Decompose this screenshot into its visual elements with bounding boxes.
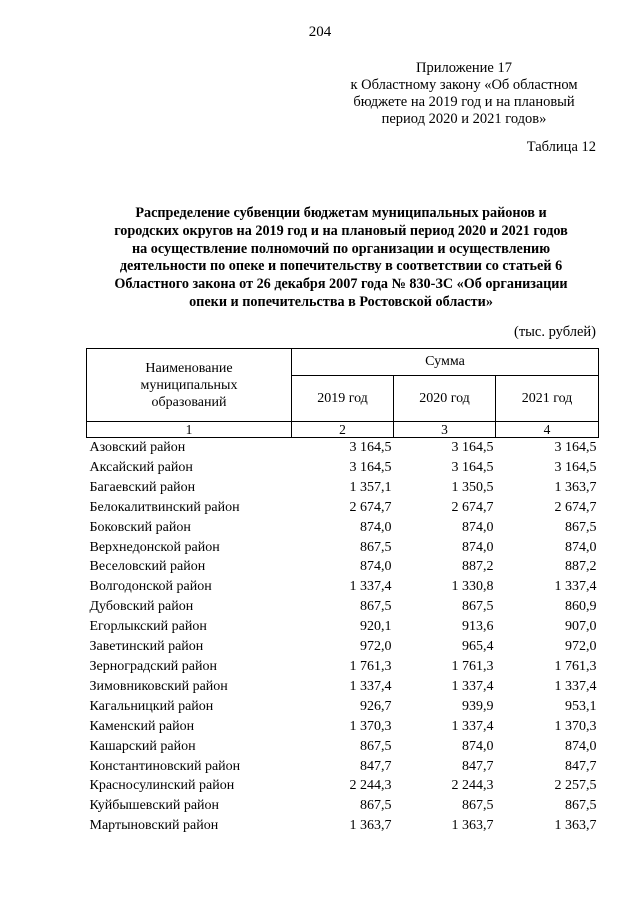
value-2020: 874,0	[462, 539, 494, 555]
value-2021: 953,1	[565, 698, 597, 714]
value-2020: 2 674,7	[451, 499, 494, 515]
municipality-name: Мартыновский район	[89, 818, 219, 834]
value-2020: 965,4	[462, 639, 494, 655]
value-2020: 1 330,8	[451, 579, 494, 595]
value-2021: 3 164,5	[554, 459, 597, 475]
appendix-reference	[330, 60, 598, 128]
table-row	[87, 757, 599, 777]
value-2021: 972,0	[565, 639, 597, 655]
table-row	[87, 677, 599, 697]
value-2021: 847,7	[565, 758, 597, 774]
page-number: 204	[308, 24, 332, 40]
value-2021: 867,5	[565, 798, 597, 814]
value-2019: 867,5	[360, 738, 392, 754]
value-2019: 926,7	[360, 698, 392, 714]
value-2021: 2 674,7	[554, 499, 597, 515]
municipality-name: Зерноградский район	[89, 658, 217, 674]
value-2019: 1 370,3	[349, 718, 392, 734]
value-2020: 1 350,5	[451, 479, 494, 495]
header-line: муниципальных	[140, 377, 238, 393]
value-2021: 907,0	[565, 619, 597, 635]
municipality-name: Каменский район	[89, 718, 195, 734]
municipality-name: Кагальницкий район	[89, 698, 214, 714]
value-2019: 2 244,3	[349, 778, 392, 794]
municipality-name: Дубовский район	[89, 599, 194, 615]
document-title	[86, 205, 596, 312]
municipality-name: Кашарский район	[89, 738, 196, 754]
municipality-name: Веселовский район	[89, 559, 206, 575]
value-2019: 3 164,5	[349, 459, 392, 475]
value-2019: 874,0	[360, 559, 392, 575]
table-row	[87, 597, 599, 617]
table-row	[87, 577, 599, 597]
table-row	[87, 637, 599, 657]
value-2021: 1 363,7	[554, 479, 597, 495]
municipality-name: Волгодонской район	[89, 579, 212, 595]
value-2019: 1 337,4	[349, 579, 392, 595]
value-2020: 1 337,4	[451, 678, 494, 694]
table-body	[87, 438, 599, 837]
column-number: 3	[394, 422, 496, 438]
value-2020: 1 761,3	[451, 658, 494, 674]
value-2021: 874,0	[565, 738, 597, 754]
value-2019: 1 357,1	[349, 479, 392, 495]
column-number: 1	[87, 422, 292, 438]
table-row	[87, 557, 599, 577]
table-row	[87, 518, 599, 538]
value-2020: 867,5	[462, 599, 494, 615]
municipality-name: Боковский район	[89, 519, 191, 535]
municipality-name: Зимовниковский район	[89, 678, 228, 694]
table-label: Таблица 12	[526, 139, 596, 155]
table-row	[87, 478, 599, 498]
value-2020: 3 164,5	[451, 459, 494, 475]
value-2019: 867,5	[360, 599, 392, 615]
value-2020: 874,0	[462, 738, 494, 754]
municipality-name: Аксайский район	[89, 459, 193, 475]
value-2021: 1 370,3	[554, 718, 597, 734]
value-2020: 1 363,7	[451, 818, 494, 834]
header-line: образований	[151, 394, 227, 410]
value-2019: 867,5	[360, 539, 392, 555]
municipality-name: Багаевский район	[89, 479, 196, 495]
appendix-line: Приложение 17	[416, 60, 512, 76]
value-2019: 920,1	[360, 619, 392, 635]
municipality-name: Азовский район	[89, 440, 186, 455]
table-row	[87, 458, 599, 478]
header-municipality	[87, 349, 292, 422]
value-2021: 2 257,5	[554, 778, 597, 794]
municipality-name: Красносулинский район	[89, 778, 235, 794]
value-2021: 887,2	[565, 559, 597, 575]
value-2020: 887,2	[462, 559, 494, 575]
title-line: Областного закона от 26 декабря 2007 года № 830-ЗС «Об организации	[114, 276, 568, 293]
value-2021: 1 761,3	[554, 658, 597, 674]
value-2019: 1 363,7	[349, 818, 392, 834]
title-line: деятельности по опеке и попечительству в соответствии со статьей 6	[119, 258, 563, 275]
header-sum: Сумма	[292, 349, 599, 376]
value-2019: 1 337,4	[349, 678, 392, 694]
value-2019: 867,5	[360, 798, 392, 814]
header-year-2020: 2020 год	[394, 376, 496, 422]
municipality-name: Белокалитвинский район	[89, 499, 240, 515]
value-2021: 1 337,4	[554, 579, 597, 595]
value-2019: 972,0	[360, 639, 392, 655]
title-line: Распределение субвенции бюджетам муниципальных районов и	[135, 205, 547, 221]
table-row	[87, 776, 599, 796]
value-2021: 1 363,7	[554, 818, 597, 834]
table-row	[87, 617, 599, 637]
value-2020: 867,5	[462, 798, 494, 814]
value-2021: 874,0	[565, 539, 597, 555]
value-2019: 1 761,3	[349, 658, 392, 674]
table-row	[87, 697, 599, 717]
value-2021: 867,5	[565, 519, 597, 535]
table-row	[87, 796, 599, 816]
municipality-name: Заветинский район	[89, 639, 204, 655]
subvention-table	[86, 348, 599, 836]
value-2020: 939,9	[462, 698, 494, 714]
table-row	[87, 538, 599, 558]
header-line: Наименование	[145, 360, 233, 376]
value-2021: 860,9	[565, 599, 597, 615]
value-2019: 874,0	[360, 519, 392, 535]
value-2021: 3 164,5	[554, 440, 597, 455]
value-2019: 847,7	[360, 758, 392, 774]
value-2020: 847,7	[462, 758, 494, 774]
value-2020: 2 244,3	[451, 778, 494, 794]
table-row	[87, 438, 599, 458]
header-year-2019: 2019 год	[292, 376, 394, 422]
table-row	[87, 816, 599, 836]
value-2020: 874,0	[462, 519, 494, 535]
value-2020: 913,6	[462, 619, 494, 635]
value-2020: 3 164,5	[451, 440, 494, 455]
municipality-name: Верхнедонской район	[89, 539, 220, 555]
table-row	[87, 717, 599, 737]
title-line: городских округов на 2019 год и на плановый период 2020 и 2021 годов	[114, 222, 568, 239]
column-number: 4	[496, 422, 599, 438]
value-2021: 1 337,4	[554, 678, 597, 694]
table-row	[87, 737, 599, 757]
appendix-line: к Областному закону «Об областном	[350, 77, 578, 93]
value-2019: 3 164,5	[349, 440, 392, 455]
table-row	[87, 498, 599, 518]
appendix-line: бюджете на 2019 год и на плановый	[353, 94, 575, 110]
value-2020: 1 337,4	[451, 718, 494, 734]
header-year-2021: 2021 год	[496, 376, 599, 422]
municipality-name: Куйбышевский район	[89, 798, 220, 814]
units-label: (тыс. рублей)	[514, 324, 596, 340]
appendix-line: период 2020 и 2021 годов»	[381, 111, 547, 127]
municipality-name: Егорлыкский район	[89, 619, 207, 635]
column-number: 2	[292, 422, 394, 438]
title-line: опеки и попечительства в Ростовской области»	[189, 293, 493, 310]
value-2019: 2 674,7	[349, 499, 392, 515]
title-line: на осуществление полномочий по организации и осуществлению	[131, 240, 551, 257]
municipality-name: Константиновский район	[89, 758, 241, 774]
table-row	[87, 657, 599, 677]
